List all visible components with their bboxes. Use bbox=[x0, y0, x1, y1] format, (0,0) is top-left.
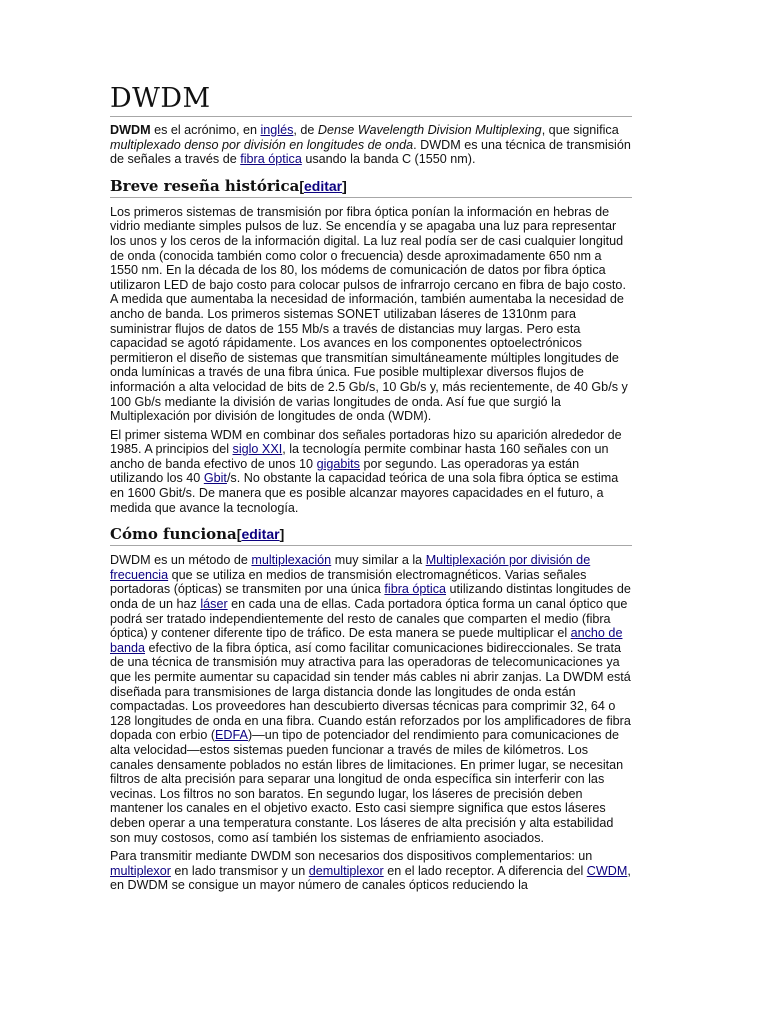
page-title: DWDM bbox=[110, 82, 632, 117]
link-multiplexor[interactable]: multiplexor bbox=[110, 863, 171, 878]
article bbox=[110, 82, 632, 897]
intro-term: DWDM bbox=[110, 123, 151, 137]
link-fdm[interactable]: Multiplexación por división de frecuencia bbox=[110, 553, 591, 582]
link-gigabits[interactable]: gigabits bbox=[316, 456, 360, 471]
intro-paragraph: DWDM es el acrónimo, en inglés, de Dense Wavelength Division Multiplexing, que significa multiplexado denso por división en longitudes de onda. DWDM es una técnica de transmisión de señales a través de fibra óptica usando la banda C (1550 nm). bbox=[110, 123, 631, 167]
how-paragraph-1: DWDM es un método de multiplexación muy similar a la Multiplexación por división de frecuencia que se utiliza en medios de transmisión electromagnéticos. Varias señales portadoras (ópticas) se transmiten por una única fibra óptica utilizando distintas longitudes de onda de un haz láser en cada una de ellas. Cada portadora óptica forma un canal óptico que podrá ser tratado independientemente del resto de canales que comparten el medio (fibra óptica) y contener diferente tipo de tráfico. De esta manera se puede multiplicar el ancho de banda efectivo de la fibra óptica, así como facilitar comunicaciones bidireccionales. Se trata de una técnica de transmisión muy atractiva para las operadoras de telecomunicaciones ya que les permite aumentar su capacidad sin tender más cables ni abrir zanjas. La DWDM está diseñada para transmisiones de larga distancia donde las longitudes de onda están compactadas. Los proveedores han descubierto diversas técnicas para comprimir 32, 64 o 128 longitudes de onda en una fibra. Cuando están reforzados por los amplificadores de fibra dopada con erbio (EDFA)—un tipo de potenciador del rendimiento para comunicaciones de alta velocidad—estos sistemas pueden funcionar a través de miles de kilómetros. Los canales densamente poblados no están libres de limitaciones. En primer lugar, se necesitan filtros de alta precisión para separar una longitud de onda específica sin interferir con las vecinas. Los filtros no son baratos. En segundo lugar, los láseres de precisión deben mantener los canales en el objetivo exacto. Esto casi siempre significa que estos láseres deben operar a una temperatura constante. Los láseres de alta precisión y alta estabilidad son muy costosos, como así también los sistemas de enfriamiento asociados. bbox=[110, 553, 631, 845]
link-fibra-optica-2[interactable]: fibra óptica bbox=[384, 582, 447, 597]
edit-link-how-it-works[interactable]: editar bbox=[241, 526, 280, 543]
link-siglo-xxi[interactable]: siglo XXI bbox=[232, 442, 283, 457]
history-paragraph-2: El primer sistema WDM en combinar dos señales portadoras hizo su aparición alrededor de 1985. A principios del siglo XXI, la tecnología permite combinar hasta 160 señales con un ancho de banda efectivo de unos 10 gigabits por segundo. Las operadoras ya están utilizando los 40 Gbit/s. No obstante la capacidad teórica de una sola fibra óptica se estima en 1600 Gbit/s. De manera que es posible alcanzar mayores capacidades en el futuro, a medida que avance la tecnología. bbox=[110, 427, 622, 515]
link-cwdm[interactable]: CWDM bbox=[586, 863, 628, 878]
link-edfa[interactable]: EDFA bbox=[215, 728, 248, 743]
link-laser[interactable]: láser bbox=[200, 597, 228, 612]
how-paragraph-2: Para transmitir mediante DWDM son necesarios dos dispositivos complementarios: un multiplexor en lado transmisor y un demultiplexor en el lado receptor. A diferencia del CWDM, en DWDM se consigue un mayor número de canales ópticos reduciendo la bbox=[110, 849, 631, 893]
edit-link-history[interactable]: editar bbox=[304, 177, 343, 194]
link-multiplexacion[interactable]: multiplexación bbox=[251, 553, 332, 568]
link-ingles[interactable]: inglés bbox=[260, 123, 294, 137]
history-paragraph-1: Los primeros sistemas de transmisión por fibra óptica ponían la información en hebras de vidrio mediante simples pulsos de luz. Se encendía y se apagaba una luz para representar los unos y los ceros de la información digital. La luz real podía ser de casi cualquier longitud de onda (conocida también como color o frecuencia) desde aproximadamente 650 nm a 1550 nm. En la década de los 80, los módems de comunicación de datos por fibra óptica utilizaron LED de bajo costo para colocar pulsos de infrarrojo cercano en fibra de bajo costo. A medida que aumentaba la necesidad de información, también aumentaba la necesidad de ancho de banda. Los primeros sistemas SONET utilizaban láseres de 1310nm para suministrar flujos de datos de 155 Mb/s a través de distancias muy largas. Pero esta capacidad se agotó rápidamente. Los avances en los componentes optoelectrónicos permitieron el diseño de sistemas que transmitían simultáneamente múltiples longitudes de onda lumínicas a través de una fibra única. Fue posible multiplexar diversos flujos de información a alta velocidad de bits de 2.5 Gb/s, 10 Gb/s y, más recientemente, de 40 Gb/s y 100 Gb/s mediante la división de varias longitudes de onda. Así fue que surgió la Multiplexación por división de longitudes de onda (WDM). bbox=[110, 204, 628, 424]
link-demultiplexor[interactable]: demultiplexor bbox=[308, 863, 384, 878]
link-gbit[interactable]: Gbit bbox=[203, 471, 227, 486]
link-ancho-de-banda[interactable]: ancho de banda bbox=[110, 626, 623, 655]
link-fibra-optica[interactable]: fibra óptica bbox=[240, 152, 302, 167]
section-heading-history: Breve reseña histórica[editar] bbox=[110, 176, 632, 198]
section-heading-how-it-works: Cómo funciona[editar] bbox=[110, 524, 632, 546]
